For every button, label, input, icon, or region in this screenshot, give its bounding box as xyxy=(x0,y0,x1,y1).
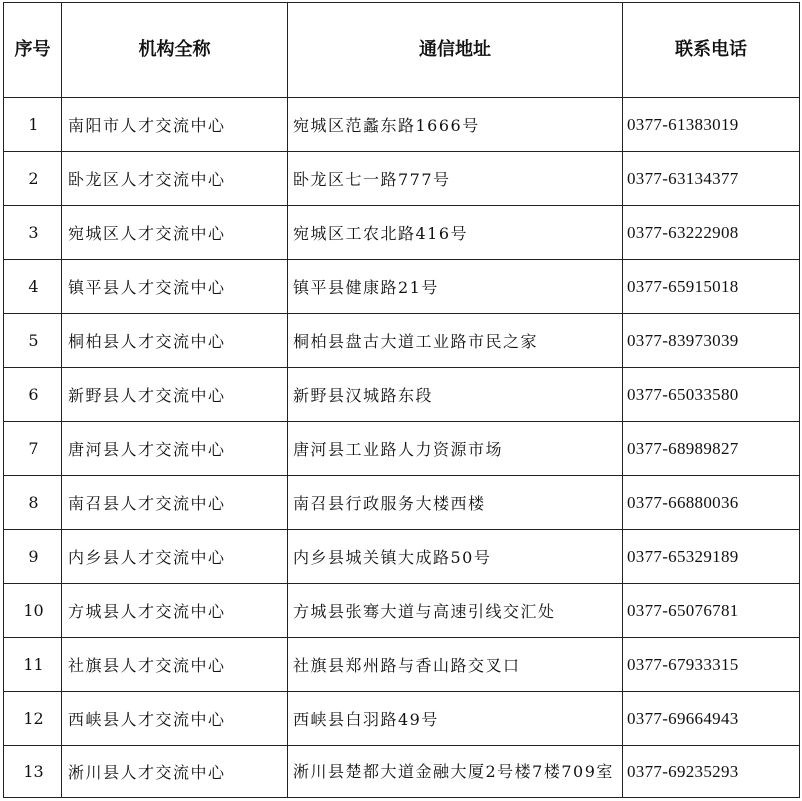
header-address: 通信地址 xyxy=(288,3,623,98)
cell-org: 方城县人才交流中心 xyxy=(62,584,288,638)
cell-no: 1 xyxy=(4,98,62,152)
table-row xyxy=(4,206,800,260)
table-row xyxy=(4,692,800,746)
cell-address: 西峡县白羽路49号 xyxy=(288,692,623,746)
cell-org: 南召县人才交流中心 xyxy=(62,476,288,530)
cell-org: 淅川县人才交流中心 xyxy=(62,746,288,798)
cell-phone: 0377-69664943 xyxy=(623,692,800,746)
cell-address: 方城县张骞大道与高速引线交汇处 xyxy=(288,584,623,638)
cell-no: 9 xyxy=(4,530,62,584)
cell-address: 宛城区工农北路416号 xyxy=(288,206,623,260)
table-row xyxy=(4,368,800,422)
cell-phone: 0377-83973039 xyxy=(623,314,800,368)
cell-org: 镇平县人才交流中心 xyxy=(62,260,288,314)
cell-address: 桐柏县盘古大道工业路市民之家 xyxy=(288,314,623,368)
cell-phone: 0377-65076781 xyxy=(623,584,800,638)
cell-org: 卧龙区人才交流中心 xyxy=(62,152,288,206)
table-row xyxy=(4,638,800,692)
cell-org: 桐柏县人才交流中心 xyxy=(62,314,288,368)
table-row xyxy=(4,746,800,798)
table-row xyxy=(4,422,800,476)
cell-org: 南阳市人才交流中心 xyxy=(62,98,288,152)
cell-phone: 0377-68989827 xyxy=(623,422,800,476)
cell-no: 11 xyxy=(4,638,62,692)
table-row xyxy=(4,314,800,368)
cell-phone: 0377-65915018 xyxy=(623,260,800,314)
header-row xyxy=(4,3,800,98)
cell-address: 镇平县健康路21号 xyxy=(288,260,623,314)
cell-phone: 0377-69235293 xyxy=(623,746,800,798)
cell-no: 3 xyxy=(4,206,62,260)
cell-no: 6 xyxy=(4,368,62,422)
cell-address: 卧龙区七一路777号 xyxy=(288,152,623,206)
cell-phone: 0377-65329189 xyxy=(623,530,800,584)
cell-org: 新野县人才交流中心 xyxy=(62,368,288,422)
table-row xyxy=(4,584,800,638)
cell-org: 西峡县人才交流中心 xyxy=(62,692,288,746)
table-row xyxy=(4,152,800,206)
cell-phone: 0377-66880036 xyxy=(623,476,800,530)
cell-address: 新野县汉城路东段 xyxy=(288,368,623,422)
cell-phone: 0377-65033580 xyxy=(623,368,800,422)
cell-phone: 0377-63134377 xyxy=(623,152,800,206)
cell-no: 4 xyxy=(4,260,62,314)
cell-no: 5 xyxy=(4,314,62,368)
cell-address: 内乡县城关镇大成路50号 xyxy=(288,530,623,584)
cell-no: 7 xyxy=(4,422,62,476)
cell-org: 内乡县人才交流中心 xyxy=(62,530,288,584)
table-row xyxy=(4,530,800,584)
cell-address: 淅川县楚都大道金融大厦2号楼7楼709室 xyxy=(288,746,623,798)
header-org: 机构全称 xyxy=(62,3,288,98)
cell-no: 13 xyxy=(4,746,62,798)
header-no: 序号 xyxy=(4,3,62,98)
cell-address: 社旗县郑州路与香山路交叉口 xyxy=(288,638,623,692)
cell-phone: 0377-63222908 xyxy=(623,206,800,260)
cell-no: 12 xyxy=(4,692,62,746)
cell-phone: 0377-61383019 xyxy=(623,98,800,152)
cell-no: 2 xyxy=(4,152,62,206)
contact-table xyxy=(3,2,800,798)
table-row xyxy=(4,98,800,152)
cell-org: 社旗县人才交流中心 xyxy=(62,638,288,692)
table-body xyxy=(4,98,800,798)
cell-phone: 0377-67933315 xyxy=(623,638,800,692)
table-row xyxy=(4,476,800,530)
cell-address: 宛城区范蠡东路1666号 xyxy=(288,98,623,152)
cell-address: 南召县行政服务大楼西楼 xyxy=(288,476,623,530)
cell-org: 唐河县人才交流中心 xyxy=(62,422,288,476)
cell-address: 唐河县工业路人力资源市场 xyxy=(288,422,623,476)
table-header xyxy=(4,3,800,98)
header-phone: 联系电话 xyxy=(623,3,800,98)
cell-no: 10 xyxy=(4,584,62,638)
cell-no: 8 xyxy=(4,476,62,530)
table-row xyxy=(4,260,800,314)
cell-org: 宛城区人才交流中心 xyxy=(62,206,288,260)
